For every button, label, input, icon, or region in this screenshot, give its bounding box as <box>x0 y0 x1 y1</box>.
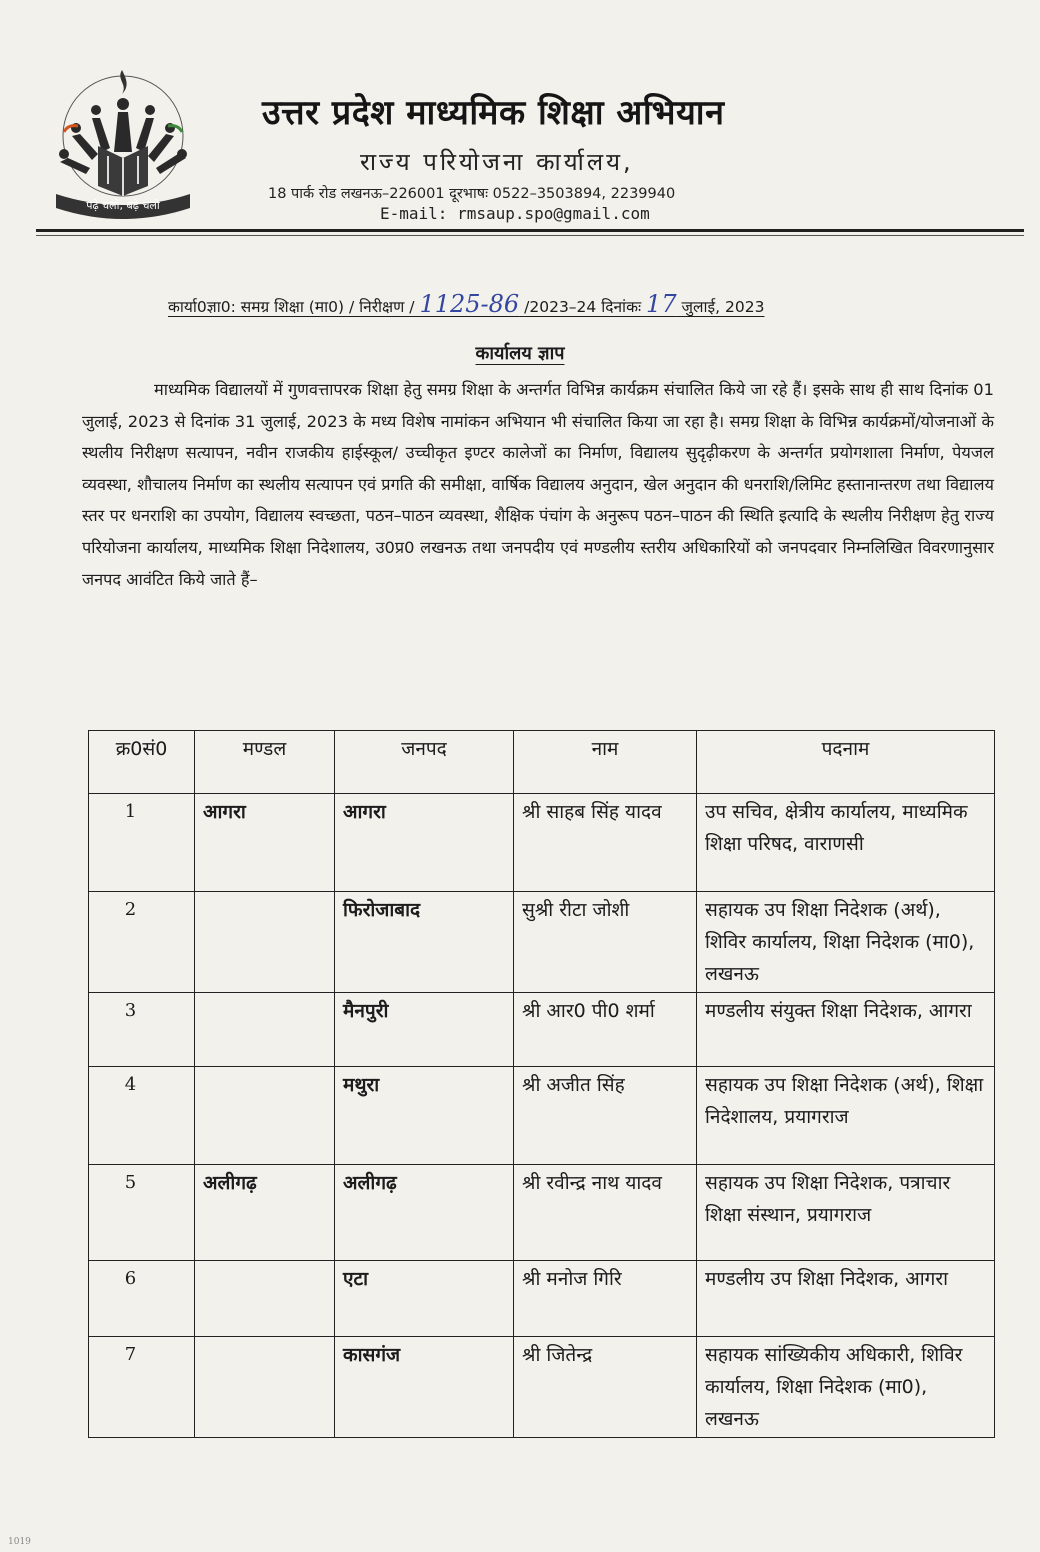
cell-naam: श्री रवीन्द्र नाथ यादव <box>514 1165 697 1261</box>
organization-address: 18 पार्क रोड लखनऊ–226001 दूरभाषः 0522–3503894, 2239940 <box>268 186 676 202</box>
organization-subtitle: राज्य परियोजना कार्यालय, <box>360 148 634 176</box>
cell-naam: श्री अजीत सिंह <box>514 1067 697 1165</box>
reference-month-year: जुलाई, 2023 <box>681 298 765 316</box>
cell-janpad: मथुरा <box>335 1067 514 1165</box>
cell-padnaam: सहायक उप शिक्षा निदेशक, पत्राचार शिक्षा संस्थान, प्रयागराज <box>697 1165 995 1261</box>
table-row <box>89 892 995 993</box>
handwritten-day: 17 <box>646 290 677 318</box>
cell-naam: श्री जितेन्द्र <box>514 1337 697 1438</box>
cell-naam: श्री साहब सिंह यादव <box>514 794 697 892</box>
cell-mandal <box>195 1067 335 1165</box>
cell-serial: 2 <box>89 892 195 993</box>
cell-padnaam: सहायक उप शिक्षा निदेशक (अर्थ), शिक्षा निदेशालय, प्रयागराज <box>697 1067 995 1165</box>
cell-mandal <box>195 892 335 993</box>
table-row <box>89 1337 995 1438</box>
reference-line <box>168 290 764 318</box>
cell-mandal <box>195 1261 335 1337</box>
table-row <box>89 1165 995 1261</box>
cell-padnaam: मण्डलीय संयुक्त शिक्षा निदेशक, आगरा <box>697 993 995 1067</box>
cell-mandal: आगरा <box>195 794 335 892</box>
reference-year-date-label: /2023–24 दिनांकः <box>524 298 642 316</box>
cell-padnaam: उप सचिव, क्षेत्रीय कार्यालय, माध्यमिक शिक्षा परिषद, वाराणसी <box>697 794 995 892</box>
cell-mandal: अलीगढ़ <box>195 1165 335 1261</box>
header-divider-thin <box>36 235 1024 236</box>
header-divider <box>36 229 1024 232</box>
header-padnaam: पदनाम <box>697 731 995 794</box>
cell-janpad: मैनपुरी <box>335 993 514 1067</box>
organization-title: उत्तर प्रदेश माध्यमिक शिक्षा अभियान <box>262 93 725 133</box>
body-paragraph: माध्यमिक विद्यालयों में गुणवत्तापरक शिक्षा हेतु समग्र शिक्षा के अन्तर्गत विभिन्न कार्यक्रम संचालित किये जा रहे हैं। इसके साथ ही साथ दिनांक 01 जुलाई, 2023 से दिनांक 31 जुलाई, 2023 के मध्य विशेष नामांकन अभियान भी संचालित किया जा रहा है। समग्र शिक्षा के विभिन्न कार्यक्रमों/योजनाओं के स्थलीय निरीक्षण सत्यापन, नवीन राजकीय हाईस्कूल/ उच्चीकृत इण्टर कालेजों का निर्माण, विद्यालय सुदृढ़ीकरण के अन्तर्गत प्रयोगशाला निर्माण, पेयजल व्यवस्था, शौचालय निर्माण का स्थलीय सत्यापन एवं प्रगति की समीक्षा, वार्षिक विद्यालय अनुदान, खेल अनुदान की धनराशि/लिमिट हस्तानान्तरण तथा विद्यालय स्तर पर धनराशि का उपयोग, विद्यालय स्वच्छता, पठन–पाठन व्यवस्था, शैक्षिक पंचांग के अनुरूप पठन–पाठन की स्थिति इत्यादि के स्थलीय निरीक्षण हेतु राज्य परियोजना कार्यालय, माध्यमिक शिक्षा निदेशालय, उ0प्र0 लखनऊ तथा जनपदीय एवं मण्डलीय स्तरीय अधिकारियों को जनपदवार निम्नलिखित विवरणानुसार जनपद आवंटित किये जाते हैं– <box>82 380 994 589</box>
memo-title: कार्यालय ज्ञाप <box>475 343 565 364</box>
cell-serial: 6 <box>89 1261 195 1337</box>
page-margin-mark: 1019 <box>8 1537 31 1547</box>
organization-email: E-mail: rmsaup.spo@gmail.com <box>380 204 650 223</box>
table-row <box>89 1067 995 1165</box>
table-row <box>89 1261 995 1337</box>
cell-janpad: कासगंज <box>335 1337 514 1438</box>
header-mandal: मण्डल <box>195 731 335 794</box>
cell-mandal <box>195 993 335 1067</box>
cell-padnaam: मण्डलीय उप शिक्षा निदेशक, आगरा <box>697 1261 995 1337</box>
reference-prefix: कार्या0ज्ञा0: समग्र शिक्षा (मा0) / निरीक्षण / <box>168 298 415 316</box>
table-row <box>89 794 995 892</box>
cell-janpad: एटा <box>335 1261 514 1337</box>
cell-janpad: फिरोजाबाद <box>335 892 514 993</box>
cell-janpad: अलीगढ़ <box>335 1165 514 1261</box>
rmsa-logo <box>38 66 208 226</box>
table-header-row <box>89 731 995 794</box>
cell-padnaam: सहायक सांख्यिकीय अधिकारी, शिविर कार्यालय, शिक्षा निदेशक (मा0), लखनऊ <box>697 1337 995 1438</box>
cell-serial: 7 <box>89 1337 195 1438</box>
cell-naam: श्री आर0 पी0 शर्मा <box>514 993 697 1067</box>
header-serial: क्र0सं0 <box>89 731 195 794</box>
header-janpad: जनपद <box>335 731 514 794</box>
header-naam: नाम <box>514 731 697 794</box>
cell-padnaam: सहायक उप शिक्षा निदेशक (अर्थ), शिविर कार्यालय, शिक्षा निदेशक (मा0), लखनऊ <box>697 892 995 993</box>
cell-serial: 4 <box>89 1067 195 1165</box>
cell-janpad: आगरा <box>335 794 514 892</box>
cell-naam: सुश्री रीटा जोशी <box>514 892 697 993</box>
logo-motto: पढ़े चलो, बढ़े चलो <box>86 199 160 212</box>
cell-naam: श्री मनोज गिरि <box>514 1261 697 1337</box>
table-row <box>89 993 995 1067</box>
allocation-table <box>88 730 995 1438</box>
cell-serial: 1 <box>89 794 195 892</box>
cell-mandal <box>195 1337 335 1438</box>
cell-serial: 3 <box>89 993 195 1067</box>
cell-serial: 5 <box>89 1165 195 1261</box>
handwritten-reference-number: 1125-86 <box>419 290 520 318</box>
